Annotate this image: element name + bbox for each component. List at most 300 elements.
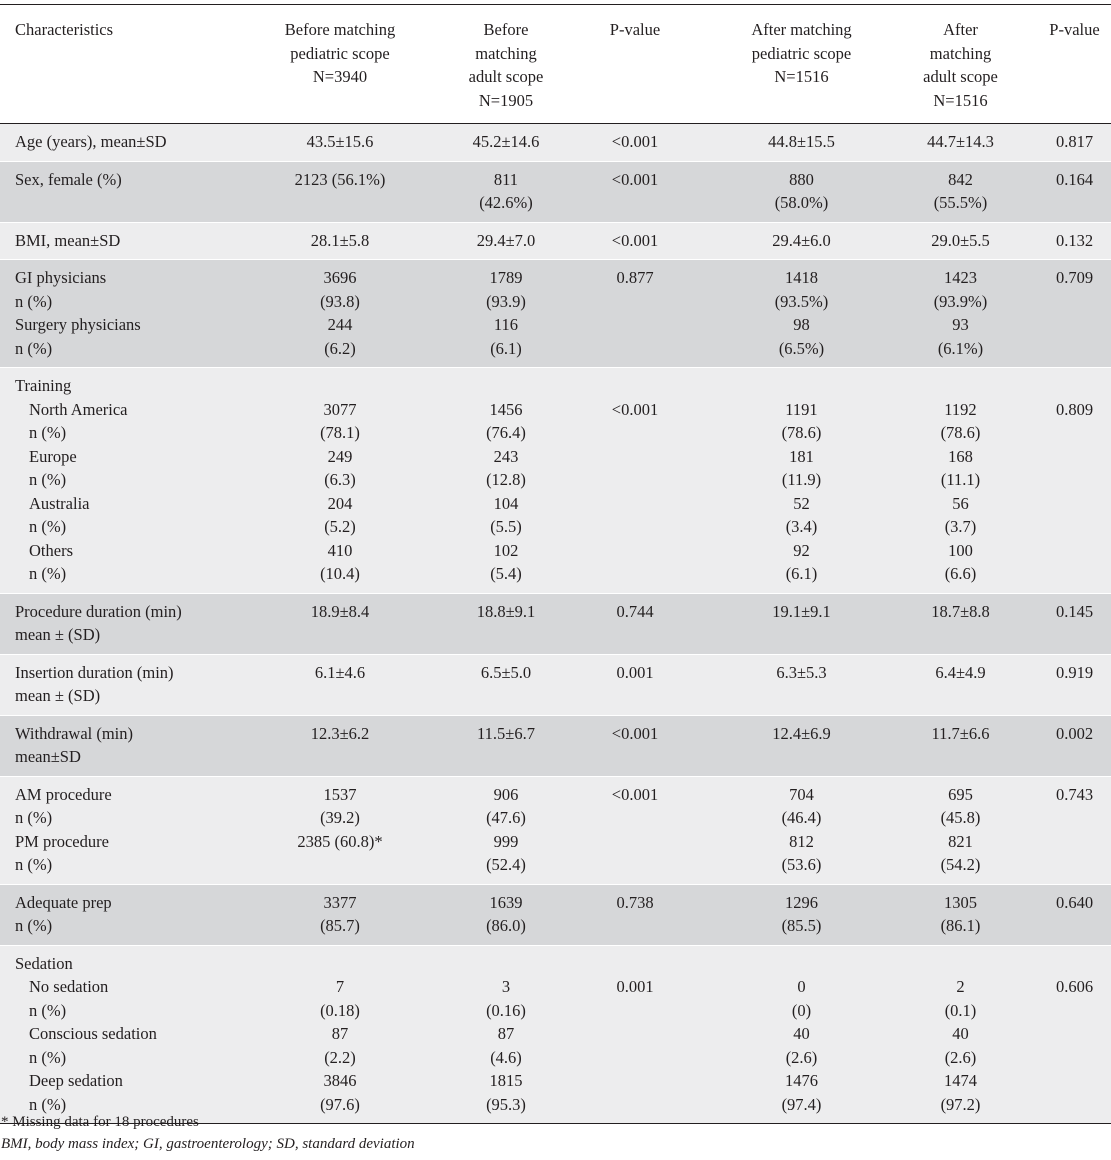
value-cell <box>447 776 565 884</box>
row-label: Europe <box>29 446 77 466</box>
value-cell <box>565 593 705 654</box>
cell-value: 0 <box>797 977 806 996</box>
cell-value: 93 <box>952 315 969 334</box>
value-cell <box>705 222 898 260</box>
cell-value: <0.001 <box>611 399 659 419</box>
cell-value: 181 <box>789 446 814 466</box>
footnote-missing-data: * Missing data for 18 procedures <box>1 1114 199 1130</box>
cell-value: 28.1±5.8 <box>310 230 370 250</box>
cell-value: (78.1) <box>320 423 360 442</box>
header-text: P-value <box>1049 20 1100 39</box>
cell-value <box>565 952 705 976</box>
cell-value: (6.3) <box>324 470 356 489</box>
cell-value: 18.8±9.1 <box>476 601 536 621</box>
row-label: n (%) <box>29 1094 67 1114</box>
cell-value: 0.817 <box>1055 132 1094 151</box>
cell-value: 1418 <box>785 268 818 287</box>
cell-value: 7 <box>335 977 345 996</box>
cell-value: 40 <box>952 1024 969 1043</box>
cell-value: 0.164 <box>1055 169 1094 189</box>
cell-value: 11.5±6.7 <box>477 723 535 743</box>
row-label: n (%) <box>29 1047 67 1067</box>
row-label: n (%) <box>15 808 53 827</box>
header-text: After <box>943 20 978 39</box>
value-cell <box>233 124 447 162</box>
row-label: AM procedure <box>15 784 112 804</box>
cell-value: 29.4±6.0 <box>772 230 831 250</box>
cell-value: (11.1) <box>940 470 981 489</box>
cell-value: 906 <box>493 784 519 804</box>
header-text: pediatric scope <box>290 43 390 63</box>
cell-value: (85.5) <box>781 916 822 935</box>
value-cell <box>1023 124 1111 162</box>
cell-value: 12.4±6.9 <box>772 723 831 743</box>
cell-value <box>447 952 565 976</box>
cell-value <box>233 952 447 976</box>
cell-value: 2123 (56.1%) <box>294 169 386 189</box>
cell-value: (86.0) <box>486 916 526 935</box>
row-label: n (%) <box>15 916 53 935</box>
value-cell <box>565 654 705 715</box>
value-cell <box>447 124 565 162</box>
row-label: Withdrawal (min) <box>15 723 134 743</box>
cell-value: (45.8) <box>940 808 981 827</box>
table-row <box>0 593 1111 654</box>
value-cell <box>705 368 898 594</box>
cell-value: (97.4) <box>781 1094 822 1114</box>
cell-value: (97.2) <box>940 1094 981 1114</box>
row-label: mean±SD <box>15 747 81 766</box>
header-pvalue-before <box>565 5 705 124</box>
header-after-pediatric <box>705 5 898 124</box>
value-cell <box>705 776 898 884</box>
header-before-pediatric <box>233 5 447 124</box>
header-text: matching <box>475 43 537 63</box>
cell-value: (93.5%) <box>774 291 829 311</box>
cell-value: 102 <box>493 540 519 560</box>
value-cell <box>1023 161 1111 222</box>
value-cell <box>447 161 565 222</box>
cell-value: (52.4) <box>486 855 526 874</box>
cell-value: (97.6) <box>320 1094 360 1114</box>
header-text: pediatric scope <box>751 43 852 63</box>
cell-value: 18.7±8.8 <box>931 601 990 621</box>
cell-value: 0.709 <box>1055 268 1094 287</box>
cell-value: (6.6) <box>944 564 977 583</box>
value-cell <box>565 260 705 368</box>
cell-value: (0.16) <box>486 1000 526 1020</box>
cell-value: 92 <box>793 540 810 560</box>
cell-value: 12.3±6.2 <box>310 723 370 743</box>
row-label-cell <box>0 654 233 715</box>
cell-value: 2385 (60.8)* <box>297 831 383 851</box>
header-text: N=1516 <box>774 67 829 86</box>
cell-value: 11.7±6.6 <box>931 723 990 743</box>
cell-value: (0.1) <box>944 1000 977 1020</box>
cell-value: (5.5) <box>490 517 522 536</box>
row-label: PM procedure <box>15 831 109 851</box>
value-cell <box>447 593 565 654</box>
row-label: Australia <box>29 493 90 513</box>
row-label: GI physicians <box>15 268 107 287</box>
value-cell <box>705 715 898 776</box>
cell-value: 44.8±15.5 <box>768 132 835 151</box>
row-label: Insertion duration (min) <box>15 662 174 682</box>
row-label-cell <box>0 124 233 162</box>
cell-value: (78.6) <box>940 423 981 442</box>
cell-value: 0.145 <box>1055 601 1094 621</box>
cell-value: 0.744 <box>616 601 654 621</box>
cell-value: 3 <box>501 977 511 996</box>
value-cell <box>1023 260 1111 368</box>
cell-value: (6.1) <box>490 338 522 358</box>
table-row <box>0 368 1111 594</box>
cell-value: (2.2) <box>324 1047 356 1067</box>
cell-value: <0.001 <box>611 723 659 743</box>
header-text: Before matching <box>284 20 396 39</box>
row-label: n (%) <box>29 470 67 489</box>
cell-value: 1476 <box>785 1071 818 1090</box>
value-cell <box>447 654 565 715</box>
cell-value <box>447 374 565 398</box>
cell-value: 19.1±9.1 <box>772 601 831 621</box>
cell-value: 29.4±7.0 <box>476 230 536 250</box>
cell-value: (2.6) <box>944 1047 977 1067</box>
value-cell <box>1023 593 1111 654</box>
cell-value <box>705 952 898 976</box>
table-row <box>0 776 1111 884</box>
header-text: N=3940 <box>312 67 368 86</box>
header-text: N=1516 <box>933 90 988 110</box>
table-row <box>0 260 1111 368</box>
row-label: No sedation <box>29 977 109 996</box>
cell-value: 811 <box>493 169 519 189</box>
value-cell <box>565 776 705 884</box>
cell-value: (5.4) <box>490 564 522 583</box>
value-cell <box>898 161 1023 222</box>
cell-value: 243 <box>493 446 519 466</box>
row-label: mean ± (SD) <box>15 625 101 644</box>
cell-value: (53.6) <box>781 855 822 874</box>
cell-value: 0.001 <box>616 977 654 996</box>
cell-value: 87 <box>331 1024 349 1043</box>
cell-value: 104 <box>493 493 519 513</box>
cell-value: <0.001 <box>611 169 659 189</box>
cell-value <box>1023 952 1111 976</box>
header-before-adult <box>447 5 565 124</box>
cell-value: (54.2) <box>940 855 981 874</box>
cell-value: (58.0%) <box>774 193 829 212</box>
table-row <box>0 222 1111 260</box>
cell-value: 2 <box>956 977 965 996</box>
cell-value: 0.877 <box>616 268 654 287</box>
value-cell <box>705 124 898 162</box>
value-cell <box>447 884 565 945</box>
cell-value: 1305 <box>944 892 977 912</box>
cell-value: 0.809 <box>1055 399 1094 419</box>
cell-value: 1456 <box>489 399 523 419</box>
value-cell <box>233 222 447 260</box>
cell-value: 842 <box>948 169 973 189</box>
row-label: Adequate prep <box>15 892 112 912</box>
cell-value: (46.4) <box>781 808 822 827</box>
value-cell <box>705 260 898 368</box>
cell-value: (6.1) <box>785 564 818 583</box>
cell-value: 880 <box>789 169 814 189</box>
cell-value: 1191 <box>785 399 818 419</box>
cell-value: 1815 <box>489 1071 523 1090</box>
header-text: After matching <box>751 20 852 39</box>
cell-value: (85.7) <box>320 916 360 935</box>
value-cell <box>233 945 447 1124</box>
cell-value: 3696 <box>323 268 357 287</box>
table-header <box>0 5 1111 124</box>
header-after-adult <box>898 5 1023 124</box>
row-label: n (%) <box>15 291 53 311</box>
cell-value: 0.002 <box>1055 723 1094 743</box>
cell-value: 695 <box>948 784 973 804</box>
row-label-cell <box>0 884 233 945</box>
row-label: Sedation <box>15 953 73 973</box>
cell-value: 100 <box>948 540 973 560</box>
row-label: n (%) <box>15 855 53 874</box>
value-cell <box>705 161 898 222</box>
header-row <box>0 5 1111 124</box>
cell-value: 1474 <box>944 1071 977 1090</box>
value-cell <box>898 222 1023 260</box>
header-text: adult scope <box>468 67 544 86</box>
row-label-cell <box>0 368 233 594</box>
value-cell <box>233 368 447 594</box>
cell-value: 52 <box>793 493 810 513</box>
value-cell <box>565 161 705 222</box>
row-label-cell <box>0 593 233 654</box>
cell-value: 98 <box>793 315 810 334</box>
value-cell <box>565 945 705 1124</box>
value-cell <box>898 776 1023 884</box>
header-characteristics <box>0 5 233 124</box>
cell-value: 116 <box>493 315 519 334</box>
row-label: Age (years), mean±SD <box>15 132 167 151</box>
cell-value: (0.18) <box>320 1000 360 1020</box>
cell-value: (93.8) <box>320 291 360 311</box>
row-label: n (%) <box>29 423 67 442</box>
cell-value: 43.5±15.6 <box>306 132 374 151</box>
value-cell <box>565 222 705 260</box>
cell-value: (42.6%) <box>479 193 533 212</box>
cell-value: (6.1%) <box>937 338 984 358</box>
cell-value <box>898 374 1023 398</box>
cell-value: 249 <box>327 446 353 466</box>
cell-value: 45.2±14.6 <box>472 132 540 151</box>
cell-value: 0.743 <box>1055 784 1094 804</box>
value-cell <box>898 593 1023 654</box>
value-cell <box>1023 884 1111 945</box>
characteristics-table <box>0 5 1111 1124</box>
row-label-cell <box>0 161 233 222</box>
table-row <box>0 884 1111 945</box>
cell-value <box>898 952 1023 976</box>
cell-value <box>705 374 898 398</box>
value-cell <box>898 124 1023 162</box>
cell-value: 6.3±5.3 <box>776 662 827 682</box>
header-text: matching <box>929 43 992 63</box>
cell-value: 0.640 <box>1055 892 1094 912</box>
cell-value: <0.001 <box>611 132 659 151</box>
cell-value: (93.9%) <box>933 291 988 311</box>
footnote-abbreviations: BMI, body mass index; GI, gastroenterology; SD, standard deviation <box>1 1136 415 1152</box>
value-cell <box>705 884 898 945</box>
value-cell <box>898 368 1023 594</box>
table-row <box>0 161 1111 222</box>
value-cell <box>1023 368 1111 594</box>
cell-value: (95.3) <box>486 1094 526 1114</box>
cell-value: 704 <box>789 784 814 804</box>
value-cell <box>447 715 565 776</box>
table-row <box>0 654 1111 715</box>
cell-value: 204 <box>327 493 353 513</box>
row-label: n (%) <box>29 1000 67 1020</box>
value-cell <box>447 260 565 368</box>
value-cell <box>565 715 705 776</box>
table-row <box>0 945 1111 1124</box>
value-cell <box>1023 945 1111 1124</box>
cell-value: (39.2) <box>320 808 360 827</box>
value-cell <box>233 884 447 945</box>
value-cell <box>705 654 898 715</box>
cell-value: 6.4±4.9 <box>935 662 986 682</box>
value-cell <box>565 124 705 162</box>
cell-value: (3.7) <box>944 517 977 536</box>
value-cell <box>705 593 898 654</box>
cell-value: (86.1) <box>940 916 981 935</box>
cell-value: 6.5±5.0 <box>480 662 532 682</box>
row-label: Training <box>15 376 72 395</box>
cell-value: (5.2) <box>324 517 356 536</box>
row-label: Others <box>29 540 73 560</box>
row-label: mean ± (SD) <box>15 686 101 705</box>
value-cell <box>898 715 1023 776</box>
value-cell <box>233 715 447 776</box>
row-label: Surgery physicians <box>15 315 141 334</box>
cell-value: 56 <box>952 493 969 513</box>
cell-value: 29.0±5.5 <box>931 230 990 250</box>
header-text: adult scope <box>923 67 998 86</box>
cell-value: (0) <box>791 1000 812 1020</box>
cell-value: 1537 <box>323 784 357 804</box>
value-cell <box>233 654 447 715</box>
cell-value: 0.001 <box>616 662 654 682</box>
value-cell <box>565 368 705 594</box>
value-cell <box>705 945 898 1124</box>
cell-value <box>233 374 447 398</box>
cell-value: 999 <box>493 831 519 851</box>
table-body <box>0 124 1111 1124</box>
cell-value: 1296 <box>785 892 818 912</box>
value-cell <box>447 368 565 594</box>
value-cell <box>1023 776 1111 884</box>
cell-value: 0.606 <box>1055 977 1094 996</box>
cell-value <box>565 374 705 398</box>
cell-value: 18.9±8.4 <box>310 601 370 621</box>
value-cell <box>898 884 1023 945</box>
cell-value: 1639 <box>489 892 523 912</box>
cell-value: (93.9) <box>486 291 526 311</box>
cell-value: 40 <box>793 1024 810 1043</box>
cell-value: (6.5%) <box>778 338 825 358</box>
value-cell <box>565 884 705 945</box>
cell-value: 1192 <box>944 399 977 419</box>
header-pvalue-after <box>1023 5 1111 124</box>
row-label: BMI, mean±SD <box>15 230 121 250</box>
header-text: P-value <box>609 20 661 39</box>
cell-value: (78.6) <box>781 423 822 442</box>
row-label: n (%) <box>15 338 53 358</box>
cell-value: 821 <box>948 831 973 851</box>
cell-value: (4.6) <box>490 1047 522 1067</box>
row-label-cell <box>0 776 233 884</box>
header-text: N=1905 <box>478 90 534 110</box>
value-cell <box>233 260 447 368</box>
cell-value: (76.4) <box>486 423 526 442</box>
cell-value <box>1023 374 1111 398</box>
row-label-cell <box>0 260 233 368</box>
cell-value: (10.4) <box>320 564 360 583</box>
cell-value: 3846 <box>323 1071 357 1090</box>
cell-value: 1423 <box>944 268 977 287</box>
cell-value: 0.919 <box>1055 662 1094 682</box>
cell-value: (12.8) <box>486 470 526 489</box>
value-cell <box>1023 654 1111 715</box>
cell-value: (3.4) <box>785 517 818 536</box>
table-footnotes <box>0 1111 1111 1155</box>
row-label: Procedure duration (min) <box>15 601 182 621</box>
header-text: Before <box>483 20 529 39</box>
cell-value: 44.7±14.3 <box>927 132 994 151</box>
value-cell <box>447 222 565 260</box>
cell-value: 6.1±4.6 <box>314 662 366 682</box>
value-cell <box>233 593 447 654</box>
cell-value: (2.6) <box>785 1047 818 1067</box>
cell-value: (47.6) <box>486 808 526 827</box>
row-label-cell <box>0 945 233 1124</box>
value-cell <box>1023 715 1111 776</box>
row-label: Sex, female (%) <box>15 169 122 189</box>
cell-value: (11.9) <box>781 470 822 489</box>
row-label-cell <box>0 222 233 260</box>
cell-value: 410 <box>327 540 353 560</box>
row-label: Deep sedation <box>29 1071 123 1090</box>
table-row <box>0 715 1111 776</box>
value-cell <box>898 945 1023 1124</box>
cell-value: 3377 <box>323 892 357 912</box>
row-label: North America <box>29 399 128 419</box>
cell-value: <0.001 <box>611 784 659 804</box>
cell-value: 3077 <box>323 399 357 419</box>
cell-value: 1789 <box>489 268 523 287</box>
cell-value: (6.2) <box>324 338 356 358</box>
cell-value: 0.132 <box>1055 230 1094 250</box>
row-label: n (%) <box>29 564 67 583</box>
cell-value: 0.738 <box>616 892 654 912</box>
value-cell <box>233 776 447 884</box>
cell-value: 87 <box>497 1024 515 1043</box>
cell-value: 244 <box>327 315 353 334</box>
value-cell <box>447 945 565 1124</box>
value-cell <box>898 260 1023 368</box>
table-row <box>0 124 1111 162</box>
value-cell <box>898 654 1023 715</box>
